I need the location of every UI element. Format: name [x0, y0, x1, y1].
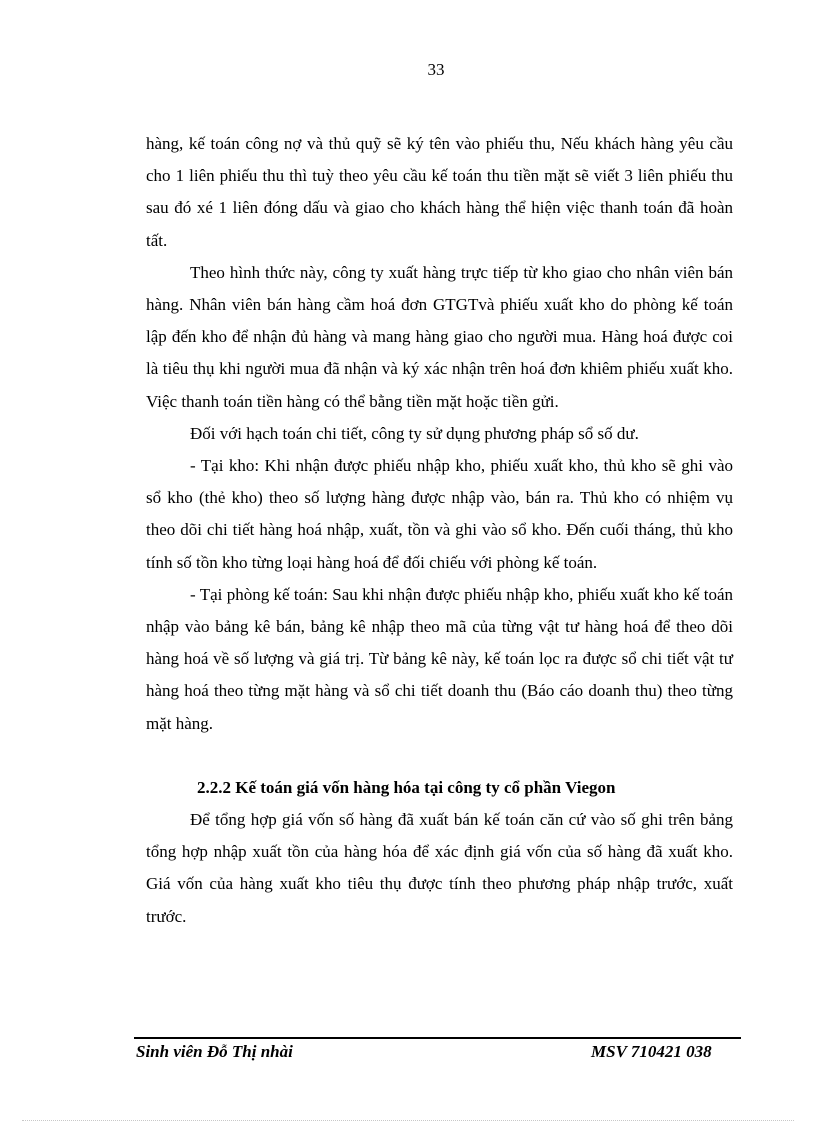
- paragraph-detailed-accounting: Đối với hạch toán chi tiết, công ty sử dụng phương pháp sổ số dư.: [190, 423, 639, 443]
- footer-student-name: Sinh viên Đỗ Thị nhài: [136, 1042, 293, 1061]
- paragraph-accounting-department: - Tại phòng kế toán: Sau khi nhận được phiếu nhập kho, phiếu xuất kho kế toán nhập vào bảng kê bán, bảng kê nhập theo mã của từng vật tư hàng hoá để theo dõi hàng hoá về số lượng và giá trị. Từ bảng kê này, kế toán lọc ra được sổ chi tiết vật tư hàng hoá theo từng mặt hàng và sổ chi tiết doanh thu (Báo cáo doanh thu) theo từng mặt hàng.: [146, 584, 733, 733]
- paragraph-warehouse: - Tại kho: Khi nhận được phiếu nhập kho, phiếu xuất kho, thủ kho sẽ ghi vào sổ kho (thẻ kho) theo số lượng hàng được nhập vào, bán ra. Thủ kho có nhiệm vụ theo dõi chi tiết hàng hoá nhập, xuất, tồn và ghi vào sổ kho. Đến cuối tháng, thủ kho tính số tồn kho từng loại hàng hoá để đối chiếu với phòng kế toán.: [146, 456, 733, 572]
- paragraph-continued: hàng, kế toán công nợ và thủ quỹ sẽ ký tên vào phiếu thu, Nếu khách hàng yêu cầu cho 1 liên phiếu thu thì tuỳ theo yêu cầu kế toán thu tiền mặt sẽ viết 3 liên phiếu thu sau đó xé 1 liên đóng dấu và giao cho khách hàng thể hiện việc thanh toán đã hoàn tất.: [146, 134, 733, 250]
- footer-student-id: MSV 710421 038: [591, 1042, 712, 1061]
- paragraph-delivery-method: Theo hình thức này, công ty xuất hàng trực tiếp từ kho giao cho nhân viên bán hàng. Nhân viên bán hàng cầm hoá đơn GTGTvà phiếu xuất kho do phòng kế toán lập đến kho để nhận đủ hàng và mang hàng giao cho người mua. Hàng hoá được coi là tiêu thụ khi người mua đã nhận và ký xác nhận trên hoá đơn khiêm phiếu xuất kho. Việc thanh toán tiền hàng có thể bằng tiền mặt hoặc tiền gửi.: [146, 262, 733, 411]
- page-number: 33: [427, 60, 445, 79]
- body-text: [146, 128, 733, 933]
- paragraph-cost-of-goods: Để tổng hợp giá vốn số hàng đã xuất bán kế toán căn cứ vào số ghi trên bảng tổng hợp nhập xuất tồn của hàng hóa để xác định giá vốn của số hàng đã xuất kho. Giá vốn của hàng xuất kho tiêu thụ được tính theo phương pháp nhập trước, xuất trước.: [146, 810, 733, 926]
- section-heading: 2.2.2 Kế toán giá vốn hàng hóa tại công ty cổ phần Viegon: [197, 777, 616, 797]
- page-edge-divider: [22, 1120, 794, 1121]
- footer-divider: [134, 1037, 741, 1039]
